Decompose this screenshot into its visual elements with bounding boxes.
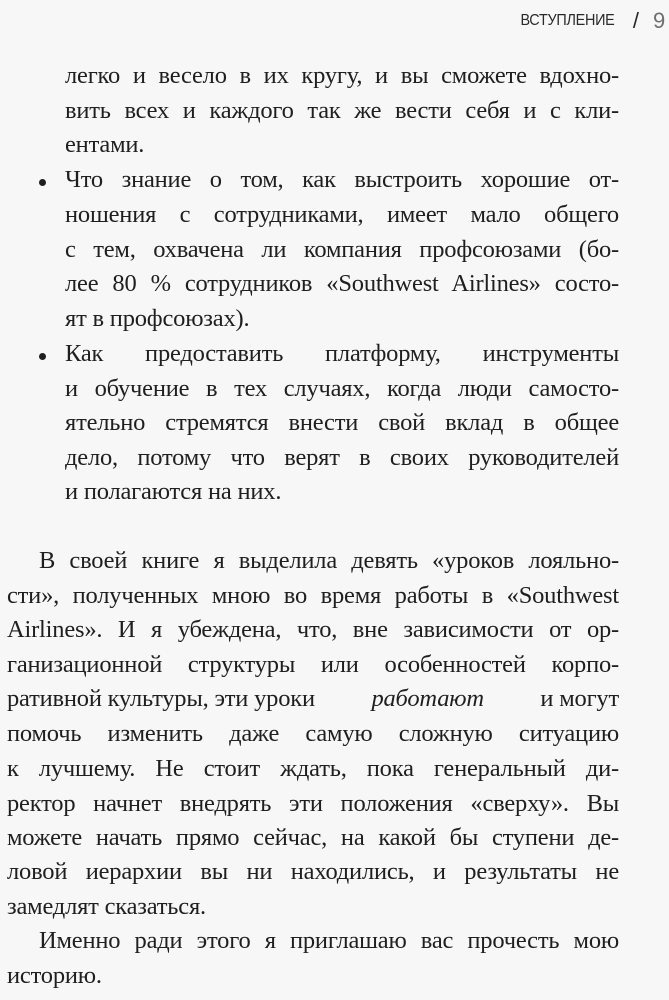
text-line: легко и весело в их кругу, и вы сможете вдохно- (65, 62, 619, 89)
text-line: историю. (7, 962, 102, 989)
text-span: и могут (540, 685, 619, 712)
page-number: 9 (653, 8, 666, 33)
header-separator: / (632, 8, 639, 33)
text-line: и обучение в тех случаях, когда люди самосто- (65, 375, 619, 402)
text-line: и полагаются на них. (65, 478, 282, 505)
text-line: ловой иерархии вы ни находились, и результаты не (7, 858, 619, 885)
text-line: замедлят сказаться. (7, 893, 206, 920)
text-line: Именно ради этого я приглашаю вас прочесть мою (39, 927, 619, 954)
text-span: ративной культуры, эти уроки (7, 685, 315, 712)
text-line: вить всех и каждого так же вести себя и с кли- (65, 97, 619, 124)
text-line: Как предоставить платформу, инструменты (65, 340, 619, 367)
running-title: ВСТУПЛЕНИЕ (520, 12, 615, 29)
text-line: дело, потому что верят в своих руководителей (65, 444, 619, 471)
text-line: к лучшему. Не стоит ждать, пока генеральный ди- (7, 755, 619, 782)
text-line: сти», полученных мною во время работы в «Southwest (7, 582, 619, 609)
text-line: Что знание о том, как выстроить хорошие от- (65, 166, 619, 193)
text-line: Airlines». И я убеждена, что, вне зависимости от ор- (7, 616, 619, 643)
text-line: ятельно стремятся внести свой вклад в общее (65, 409, 619, 436)
text-line: ентами. (65, 131, 145, 158)
text-line: с тем, охвачена ли компания профсоюзами (бо- (65, 236, 619, 263)
text-line: ректор начнет внедрять эти положения «сверху». Вы (7, 790, 619, 817)
running-header (510, 8, 669, 34)
text-line: ят в профсоюзах). (65, 305, 250, 332)
text-line (7, 681, 619, 716)
text-line: ношения с сотрудниками, имеет мало общего (65, 201, 619, 228)
text-line: можете начать прямо сейчас, на какой бы ступени де- (7, 824, 619, 851)
emphasis-text: работают (371, 685, 484, 712)
text-line: помочь изменить даже самую сложную ситуацию (7, 720, 619, 747)
text-line: В своей книге я выделила девять «уроков лояльно- (39, 547, 619, 574)
text-line: ганизационной структуры или особенностей корпо- (7, 651, 619, 678)
bullet-icon (39, 353, 46, 360)
bullet-icon (39, 179, 46, 186)
text-line: лее 80 % сотрудников «Southwest Airlines» состо- (65, 270, 619, 297)
